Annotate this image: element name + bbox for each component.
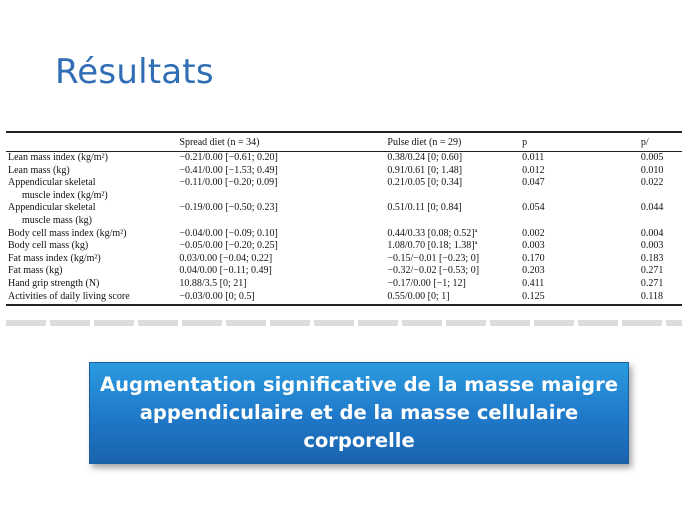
header-p: p — [520, 132, 639, 152]
table-row — [6, 265, 682, 278]
spread-value: 0.03/0.00 [−0.04; 0.22] — [179, 252, 273, 264]
p-adjusted-value: 0.022 — [640, 177, 664, 189]
p-adjusted-value: 0.004 — [640, 227, 664, 239]
table-row — [6, 228, 682, 241]
p-value: 0.047 — [522, 177, 545, 189]
row-label: Lean mass index (kg/m²) — [8, 152, 108, 163]
p-adjusted-value: 0.183 — [640, 252, 664, 264]
row-label: Activities of daily living score — [6, 291, 177, 306]
table-header-row — [6, 132, 682, 152]
slide-title: Résultats — [55, 52, 214, 92]
table-row — [6, 278, 682, 291]
row-label: Appendicular skeletal — [8, 202, 96, 214]
conclusion-callout — [89, 362, 629, 464]
spread-value: 10.88/3.5 [0; 21] — [179, 277, 247, 289]
pulse-value: 0.91/0.61 [0; 1.48] — [387, 164, 463, 176]
header-measure — [6, 132, 177, 152]
row-label-continued: muscle index (kg/m²) — [22, 189, 108, 201]
p-value: 0.125 — [520, 291, 639, 306]
p-adjusted-value: 0.271 — [640, 265, 664, 277]
p-adjusted-value: 0.118 — [639, 291, 682, 306]
spread-value: −0.04/0.00 [−0.09; 0.10] — [179, 227, 278, 239]
spread-value: −0.11/0.00 [−0.20; 0.09] — [179, 177, 278, 189]
spread-value: −0.21/0.00 [−0.61; 0.20] — [179, 152, 278, 163]
row-label: Fat mass index (kg/m²) — [8, 252, 101, 264]
table-row — [6, 291, 682, 306]
row-label-cell — [6, 177, 177, 202]
spread-value: 0.04/0.00 [−0.11; 0.49] — [179, 265, 272, 277]
p-value: 0.203 — [522, 265, 545, 277]
p-value: 0.170 — [522, 252, 545, 264]
header-pulse-diet: Pulse diet (n = 29) — [385, 132, 520, 152]
row-label: Body cell mass (kg) — [8, 240, 89, 252]
results-table-container — [6, 131, 682, 306]
row-label-continued: muscle mass (kg) — [22, 214, 92, 226]
table-row — [6, 202, 682, 227]
p-adjusted-value: 0.003 — [640, 240, 664, 252]
row-label-cell — [6, 202, 177, 227]
pulse-value: −0.17/0.00 [−1; 12] — [387, 277, 466, 289]
spread-value: −0.41/0.00 [−1.53; 0.49] — [179, 164, 278, 176]
table-row — [6, 152, 682, 165]
pulse-value: 0.51/0.11 [0; 0.84] — [387, 202, 462, 214]
pulse-value: 0.38/0.24 [0; 0.60] — [387, 152, 463, 163]
table-footnote-faded — [6, 320, 682, 326]
p-adjusted-value: 0.010 — [640, 164, 664, 176]
table-row — [6, 240, 682, 253]
header-spread-diet: Spread diet (n = 34) — [177, 132, 385, 152]
p-value: 0.054 — [522, 202, 545, 214]
spread-value: −0.19/0.00 [−0.50; 0.23] — [179, 202, 278, 214]
spread-value: −0.05/0.00 [−0.20; 0.25] — [179, 240, 278, 252]
row-label: Appendicular skeletal — [8, 177, 96, 189]
pulse-value: 0.44/0.33 [0.08; 0.52]ª — [387, 227, 478, 239]
pulse-value: −0.32/−0.02 [−0.53; 0] — [387, 265, 480, 277]
p-adjusted-value: 0.044 — [640, 202, 664, 214]
header-p-adjusted: p/ — [639, 132, 682, 152]
table-row — [6, 253, 682, 266]
table-row — [6, 177, 682, 202]
row-label: Body cell mass index (kg/m²) — [8, 227, 127, 239]
results-table — [6, 131, 682, 306]
pulse-value: 0.21/0.05 [0; 0.34] — [387, 177, 463, 189]
p-adjusted-value: 0.271 — [640, 277, 664, 289]
p-value: 0.011 — [522, 152, 545, 163]
p-adjusted-value: 0.005 — [640, 152, 664, 163]
pulse-value: −0.15/−0.01 [−0.23; 0] — [387, 252, 480, 264]
table-row — [6, 165, 682, 178]
p-value: 0.411 — [522, 277, 545, 289]
pulse-value: 1.08/0.70 [0.18; 1.38]ª — [387, 240, 478, 252]
p-value: 0.002 — [522, 227, 545, 239]
row-label: Lean mass (kg) — [8, 164, 70, 176]
p-value: 0.003 — [522, 240, 545, 252]
p-value: 0.012 — [522, 164, 545, 176]
spread-value: −0.03/0.00 [0; 0.5] — [177, 291, 385, 306]
row-label: Hand grip strength (N) — [8, 277, 100, 289]
pulse-value: 0.55/0.00 [0; 1] — [385, 291, 520, 306]
row-label: Fat mass (kg) — [8, 265, 63, 277]
conclusion-text: Augmentation significative de la masse maigre appendiculaire et de la masse cellulaire corporelle — [100, 373, 618, 452]
